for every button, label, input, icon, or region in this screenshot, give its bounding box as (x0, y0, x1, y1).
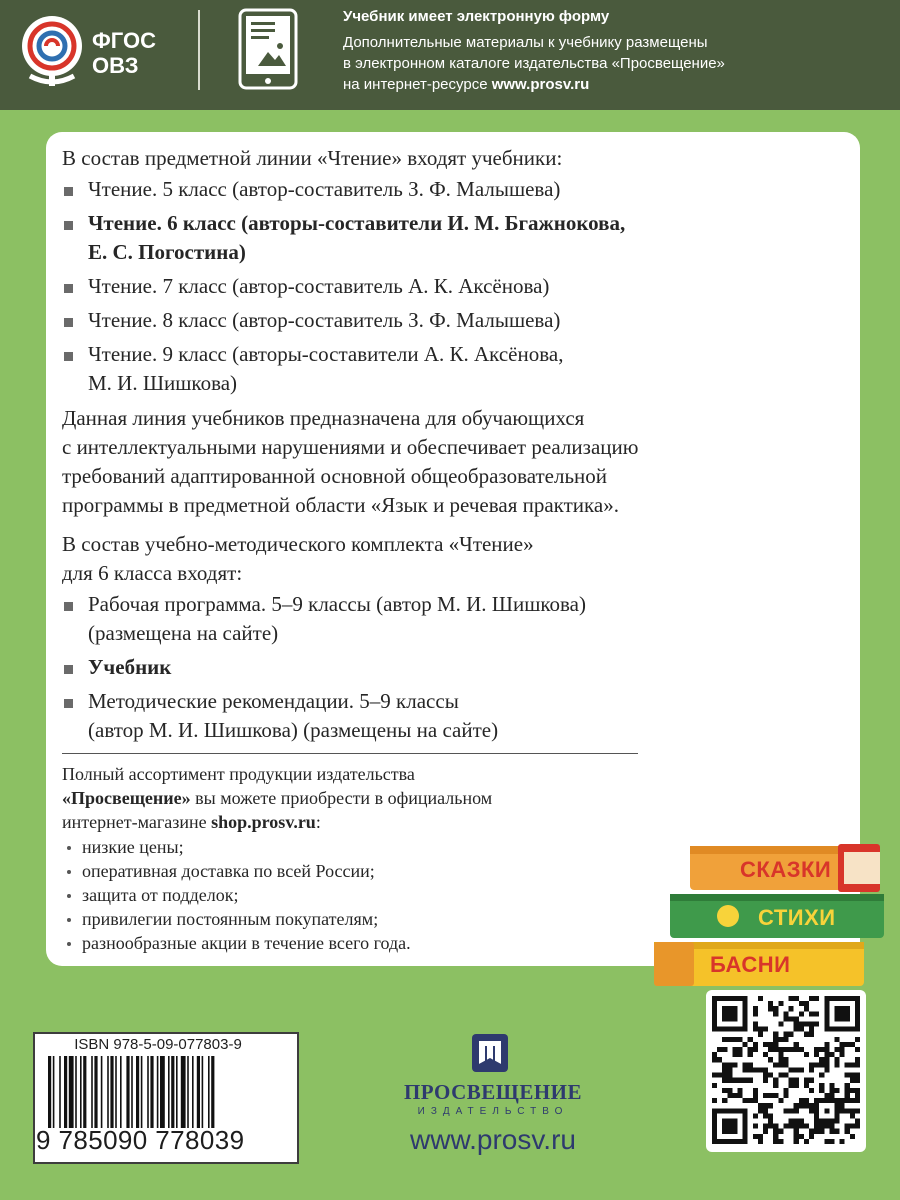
umk-item-text: Учебник (88, 655, 172, 679)
textbook-item-grade-9 (62, 340, 852, 398)
textbook-item-text-cont: Е. С. Погостина) (88, 240, 246, 264)
description-line: Данная линия учебников предназначена для обучающихся (62, 406, 585, 430)
shop-line-3-suffix: : (315, 812, 321, 832)
electronic-form-line-3-prefix: на интернет-ресурсе (343, 76, 492, 93)
textbook-item-text: Чтение. 5 класс (автор-составитель З. Ф. Малышева) (88, 177, 561, 201)
benefit-item: оперативная доставка по всей России; (62, 860, 852, 883)
textbook-item-text: Чтение. 8 класс (автор-составитель З. Ф. Малышева) (88, 308, 561, 332)
benefit-item: привилегии постоянным покупателям; (62, 908, 852, 931)
umk-item-textbook (62, 653, 852, 682)
description-line: программы в предметной области «Язык и речевая практика». (62, 493, 619, 517)
umk-lead (62, 530, 852, 588)
textbook-list (62, 175, 852, 398)
textbook-line-lead: В состав предметной линии «Чтение» входят учебники: (62, 146, 563, 170)
umk-item-text: Рабочая программа. 5–9 классы (автор М. И. Шишкова) (88, 592, 586, 616)
fgos-line: ФГОС (92, 28, 156, 53)
books-stack-illustration (648, 840, 893, 988)
fgos-ovz-label (92, 28, 156, 78)
publisher-brand: «Просвещение» (62, 788, 191, 808)
barcode-digits: 9 785090 778039 (36, 1125, 245, 1155)
shop-url-link[interactable]: shop.prosv.ru (211, 812, 316, 832)
electronic-form-line-3 (343, 74, 725, 95)
section-divider (62, 753, 638, 754)
textbook-item-text-cont: М. И. Шишкова) (88, 371, 238, 395)
shop-line-3 (62, 810, 852, 834)
header-divider (198, 10, 200, 90)
textbook-item-grade-8 (62, 306, 852, 335)
textbook-item-grade-7 (62, 272, 852, 301)
umk-list (62, 590, 852, 745)
shop-line-3-prefix: интернет-магазине (62, 812, 212, 832)
benefit-item: низкие цены; (62, 836, 852, 859)
electronic-form-title: Учебник имеет электронную форму (343, 8, 610, 25)
umk-lead-line-2: для 6 класса входят: (62, 561, 243, 585)
book-label-fairytales: СКАЗКИ (740, 857, 832, 882)
textbook-item-grade-5 (62, 175, 852, 204)
publisher-name: ПРОСВЕЩЕНИЕ (403, 1080, 583, 1104)
publisher-subtitle: ИЗДАТЕЛЬСТВО (417, 1106, 569, 1117)
electronic-form-line-1: Дополнительные материалы к учебнику размещены (343, 34, 708, 51)
umk-item-text-cont: (автор М. И. Шишкова) (размещены на сайте) (88, 718, 499, 742)
ovz-line: ОВЗ (92, 53, 139, 78)
umk-item-text: Методические рекомендации. 5–9 классы (88, 689, 459, 713)
info-card-content (62, 144, 852, 956)
textbook-item-text: Чтение. 6 класс (авторы-составители И. М. Бгажнокова, (88, 211, 626, 235)
textbook-item-text: Чтение. 9 класс (авторы-составители А. К. Аксёнова, (88, 342, 564, 366)
electronic-form-line-2: в электронном каталоге издательства «Просвещение» (343, 55, 725, 72)
description-line: требований адаптированной основной общеобразовательной (62, 464, 608, 488)
isbn-label: ISBN 978-5-09-077803-9 (74, 1036, 242, 1053)
barcode-graphic (48, 1056, 280, 1128)
shop-line-2 (62, 786, 852, 810)
umk-item-work-program (62, 590, 852, 648)
prosv-url-link[interactable]: www.prosv.ru (491, 76, 590, 93)
line-description (62, 404, 852, 520)
textbook-item-text: Чтение. 7 класс (автор-составитель А. К. Аксёнова) (88, 274, 550, 298)
book-label-fables: БАСНИ (710, 952, 791, 977)
benefit-item: разнообразные акции в течение всего года. (62, 932, 852, 955)
umk-lead-line-1: В состав учебно-методического комплекта «Чтение» (62, 532, 534, 556)
benefit-item: защита от подделок; (62, 884, 852, 907)
description-line: с интеллектуальными нарушениями и обеспечивает реализацию (62, 435, 639, 459)
textbook-item-grade-6 (62, 209, 852, 267)
umk-item-methodical (62, 687, 852, 745)
umk-item-text-cont: (размещена на сайте) (88, 621, 279, 645)
shop-line-1: Полный ассортимент продукции издательства (62, 764, 415, 784)
publisher-url-link[interactable]: www.prosv.ru (410, 1124, 576, 1155)
shop-info (62, 762, 852, 834)
publisher-logo-icon (470, 1032, 510, 1074)
electronic-form-info (343, 6, 725, 95)
header-band (0, 0, 900, 110)
fgos-globe-icon (16, 12, 88, 90)
qr-code-icon[interactable] (712, 996, 860, 1144)
tablet-icon (238, 8, 298, 90)
shop-line-2-rest: вы можете приобрести в официальном (190, 788, 493, 808)
book-label-poems: СТИХИ (758, 905, 836, 930)
